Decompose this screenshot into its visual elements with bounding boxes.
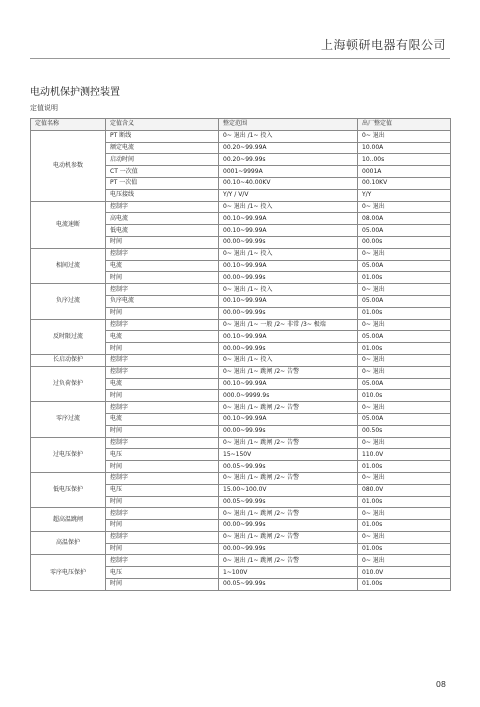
- meaning-cell: 低电流: [106, 225, 219, 237]
- meaning-cell: PT 一次值: [106, 177, 219, 189]
- group-name-cell: 过电压保护: [31, 437, 106, 472]
- meaning-cell: 时间: [106, 579, 219, 591]
- table-row: [31, 508, 451, 520]
- range-cell: 00.05~99.99s: [219, 461, 358, 473]
- table-row: [31, 284, 451, 296]
- default-value-cell: 01.00s: [358, 461, 451, 473]
- meaning-cell: 时间: [106, 236, 219, 248]
- table-row: [31, 366, 451, 378]
- meaning-cell: 控制字: [106, 531, 219, 543]
- range-cell: 00.10~40.00KV: [219, 177, 358, 189]
- default-value-cell: 01.00s: [358, 272, 451, 284]
- meaning-cell: 时间: [106, 307, 219, 319]
- range-cell: 0~ 退出 /1~ 投入: [219, 130, 358, 142]
- meaning-cell: 时间: [106, 496, 219, 508]
- meaning-cell: 时间: [106, 343, 219, 355]
- meaning-cell: 时间: [106, 272, 219, 284]
- meaning-cell: 控制字: [106, 319, 219, 331]
- table-row: [31, 248, 451, 260]
- group-name-cell: 相间过流: [31, 248, 106, 283]
- default-value-cell: 0001A: [358, 166, 451, 178]
- range-cell: 00.20~99.99A: [219, 142, 358, 154]
- default-value-cell: 01.00s: [358, 520, 451, 532]
- group-name-cell: 长启动保护: [31, 354, 106, 366]
- range-cell: 0~ 退出 /1~ 投入: [219, 201, 358, 213]
- meaning-cell: 控制字: [106, 402, 219, 414]
- range-cell: 0~ 退出 /1~ 投入: [219, 354, 358, 366]
- range-cell: 000.0~9999.9s: [219, 390, 358, 402]
- range-cell: 00.05~99.99s: [219, 496, 358, 508]
- default-value-cell: 0~ 退出: [358, 402, 451, 414]
- meaning-cell: 电流: [106, 260, 219, 272]
- default-value-cell: 0~ 退出: [358, 354, 451, 366]
- default-value-cell: 110.0V: [358, 449, 451, 461]
- range-cell: 15~150V: [219, 449, 358, 461]
- meaning-cell: 电压: [106, 449, 219, 461]
- meaning-cell: 控制字: [106, 437, 219, 449]
- settings-table: [30, 118, 451, 591]
- range-cell: 0~ 退出 /1~ 跳闸 /2~ 告警: [219, 366, 358, 378]
- default-value-cell: 05.00A: [358, 260, 451, 272]
- range-cell: 00.00~99.99s: [219, 520, 358, 532]
- company-name: 上海顿研电器有限公司: [320, 38, 446, 52]
- meaning-cell: 时间: [106, 390, 219, 402]
- range-cell: 0~ 退出 /1~ 投入: [219, 248, 358, 260]
- range-cell: 0~ 退出 /1~ 跳闸 /2~ 告警: [219, 472, 358, 484]
- default-value-cell: 010.0s: [358, 390, 451, 402]
- group-name-cell: 负序过流: [31, 284, 106, 319]
- range-cell: 00.10~99.99A: [219, 225, 358, 237]
- table-row: [31, 555, 451, 567]
- group-name-cell: 零序过流: [31, 402, 106, 437]
- default-value-cell: 05.00A: [358, 225, 451, 237]
- range-cell: 00.10~99.99A: [219, 295, 358, 307]
- meaning-cell: 电流: [106, 378, 219, 390]
- range-cell: 0001~9999A: [219, 166, 358, 178]
- page-title: 电动机保护测控装置: [30, 87, 120, 98]
- default-value-cell: 010.0V: [358, 567, 451, 579]
- table-row: [31, 402, 451, 414]
- range-cell: Y/Y / V/V: [219, 189, 358, 201]
- table-row: [31, 531, 451, 543]
- meaning-cell: CT 一次值: [106, 166, 219, 178]
- meaning-cell: 时间: [106, 425, 219, 437]
- default-value-cell: 080.0V: [358, 484, 451, 496]
- group-name-cell: 过负荷保护: [31, 366, 106, 401]
- group-name-cell: 电动机参数: [31, 130, 106, 201]
- table-row: [31, 354, 451, 366]
- header-divider: [30, 58, 450, 59]
- table-row: [31, 130, 451, 142]
- default-value-cell: 01.00s: [358, 579, 451, 591]
- default-value-cell: 0~ 退出: [358, 319, 451, 331]
- default-value-cell: 0~ 退出: [358, 248, 451, 260]
- meaning-cell: 电压: [106, 484, 219, 496]
- column-header: 出厂整定值: [358, 119, 451, 131]
- table-header-row: [31, 119, 451, 131]
- meaning-cell: 启动时间: [106, 154, 219, 166]
- group-name-cell: 零序电压保护: [31, 555, 106, 590]
- group-name-cell: 超高温跳闸: [31, 508, 106, 532]
- default-value-cell: 0~ 退出: [358, 366, 451, 378]
- default-value-cell: 0~ 退出: [358, 284, 451, 296]
- default-value-cell: 01.00s: [358, 307, 451, 319]
- group-name-cell: 反时限过流: [31, 319, 106, 354]
- range-cell: 00.10~99.99A: [219, 378, 358, 390]
- default-value-cell: 0~ 退出: [358, 508, 451, 520]
- meaning-cell: 电流: [106, 331, 219, 343]
- section-subtitle: 定值说明: [30, 104, 58, 112]
- range-cell: 0~ 退出 /1~ 一般 /2~ 非常 /3~ 极端: [219, 319, 358, 331]
- column-header: 定值名称: [31, 119, 106, 131]
- default-value-cell: 01.00s: [358, 343, 451, 355]
- range-cell: 00.10~99.99A: [219, 213, 358, 225]
- range-cell: 0~ 退出 /1~ 跳闸 /2~ 告警: [219, 531, 358, 543]
- default-value-cell: 0~ 退出: [358, 531, 451, 543]
- table-row: [31, 472, 451, 484]
- meaning-cell: 控制字: [106, 284, 219, 296]
- range-cell: 00.20~99.99s: [219, 154, 358, 166]
- default-value-cell: 08.00A: [358, 213, 451, 225]
- default-value-cell: 01.00s: [358, 543, 451, 555]
- range-cell: 00.00~99.99s: [219, 543, 358, 555]
- meaning-cell: 时间: [106, 461, 219, 473]
- default-value-cell: 0~ 退出: [358, 555, 451, 567]
- group-name-cell: 低电压保护: [31, 472, 106, 507]
- range-cell: 00.10~99.99A: [219, 331, 358, 343]
- meaning-cell: 控制字: [106, 472, 219, 484]
- range-cell: 00.00~99.99s: [219, 307, 358, 319]
- default-value-cell: 00.50s: [358, 425, 451, 437]
- meaning-cell: 电流: [106, 413, 219, 425]
- meaning-cell: 时间: [106, 543, 219, 555]
- range-cell: 15.00~100.0V: [219, 484, 358, 496]
- default-value-cell: 05.00A: [358, 331, 451, 343]
- default-value-cell: 0~ 退出: [358, 130, 451, 142]
- meaning-cell: 控制字: [106, 354, 219, 366]
- meaning-cell: 电压接线: [106, 189, 219, 201]
- default-value-cell: 0~ 退出: [358, 437, 451, 449]
- range-cell: 0~ 退出 /1~ 跳闸 /2~ 告警: [219, 437, 358, 449]
- default-value-cell: 10..00s: [358, 154, 451, 166]
- default-value-cell: 05.00A: [358, 295, 451, 307]
- column-header: 定值含义: [106, 119, 219, 131]
- meaning-cell: 负序电流: [106, 295, 219, 307]
- range-cell: 00.00~99.99s: [219, 272, 358, 284]
- column-header: 整定范围: [219, 119, 358, 131]
- meaning-cell: 控制字: [106, 555, 219, 567]
- range-cell: 0~ 退出 /1~ 跳闸 /2~ 告警: [219, 555, 358, 567]
- group-name-cell: 高温保护: [31, 531, 106, 555]
- table-row: [31, 201, 451, 213]
- meaning-cell: PT 断线: [106, 130, 219, 142]
- meaning-cell: 额定电流: [106, 142, 219, 154]
- default-value-cell: 05.00A: [358, 413, 451, 425]
- range-cell: 0~ 退出 /1~ 跳闸 /2~ 告警: [219, 402, 358, 414]
- range-cell: 00.10~99.99A: [219, 413, 358, 425]
- page-number: 08: [435, 680, 446, 689]
- table-row: [31, 319, 451, 331]
- meaning-cell: 控制字: [106, 366, 219, 378]
- default-value-cell: Y/Y: [358, 189, 451, 201]
- range-cell: 0~ 退出 /1~ 投入: [219, 284, 358, 296]
- meaning-cell: 高电流: [106, 213, 219, 225]
- meaning-cell: 时间: [106, 520, 219, 532]
- group-name-cell: 电流速断: [31, 201, 106, 248]
- meaning-cell: 控制字: [106, 201, 219, 213]
- range-cell: 00.00~99.99s: [219, 343, 358, 355]
- range-cell: 0~ 退出 /1~ 跳闸 /2~ 告警: [219, 508, 358, 520]
- range-cell: 00.05~99.99s: [219, 579, 358, 591]
- range-cell: 00.00~99.99s: [219, 425, 358, 437]
- meaning-cell: 控制字: [106, 508, 219, 520]
- table-body: [31, 130, 451, 590]
- default-value-cell: 01.00s: [358, 496, 451, 508]
- default-value-cell: 00.10KV: [358, 177, 451, 189]
- default-value-cell: 00.00s: [358, 236, 451, 248]
- range-cell: 00.10~99.99A: [219, 260, 358, 272]
- range-cell: 1~100V: [219, 567, 358, 579]
- range-cell: 00.00~99.99s: [219, 236, 358, 248]
- meaning-cell: 控制字: [106, 248, 219, 260]
- table-row: [31, 437, 451, 449]
- meaning-cell: 电压: [106, 567, 219, 579]
- default-value-cell: 10.00A: [358, 142, 451, 154]
- default-value-cell: 0~ 退出: [358, 472, 451, 484]
- default-value-cell: 05.00A: [358, 378, 451, 390]
- default-value-cell: 0~ 退出: [358, 201, 451, 213]
